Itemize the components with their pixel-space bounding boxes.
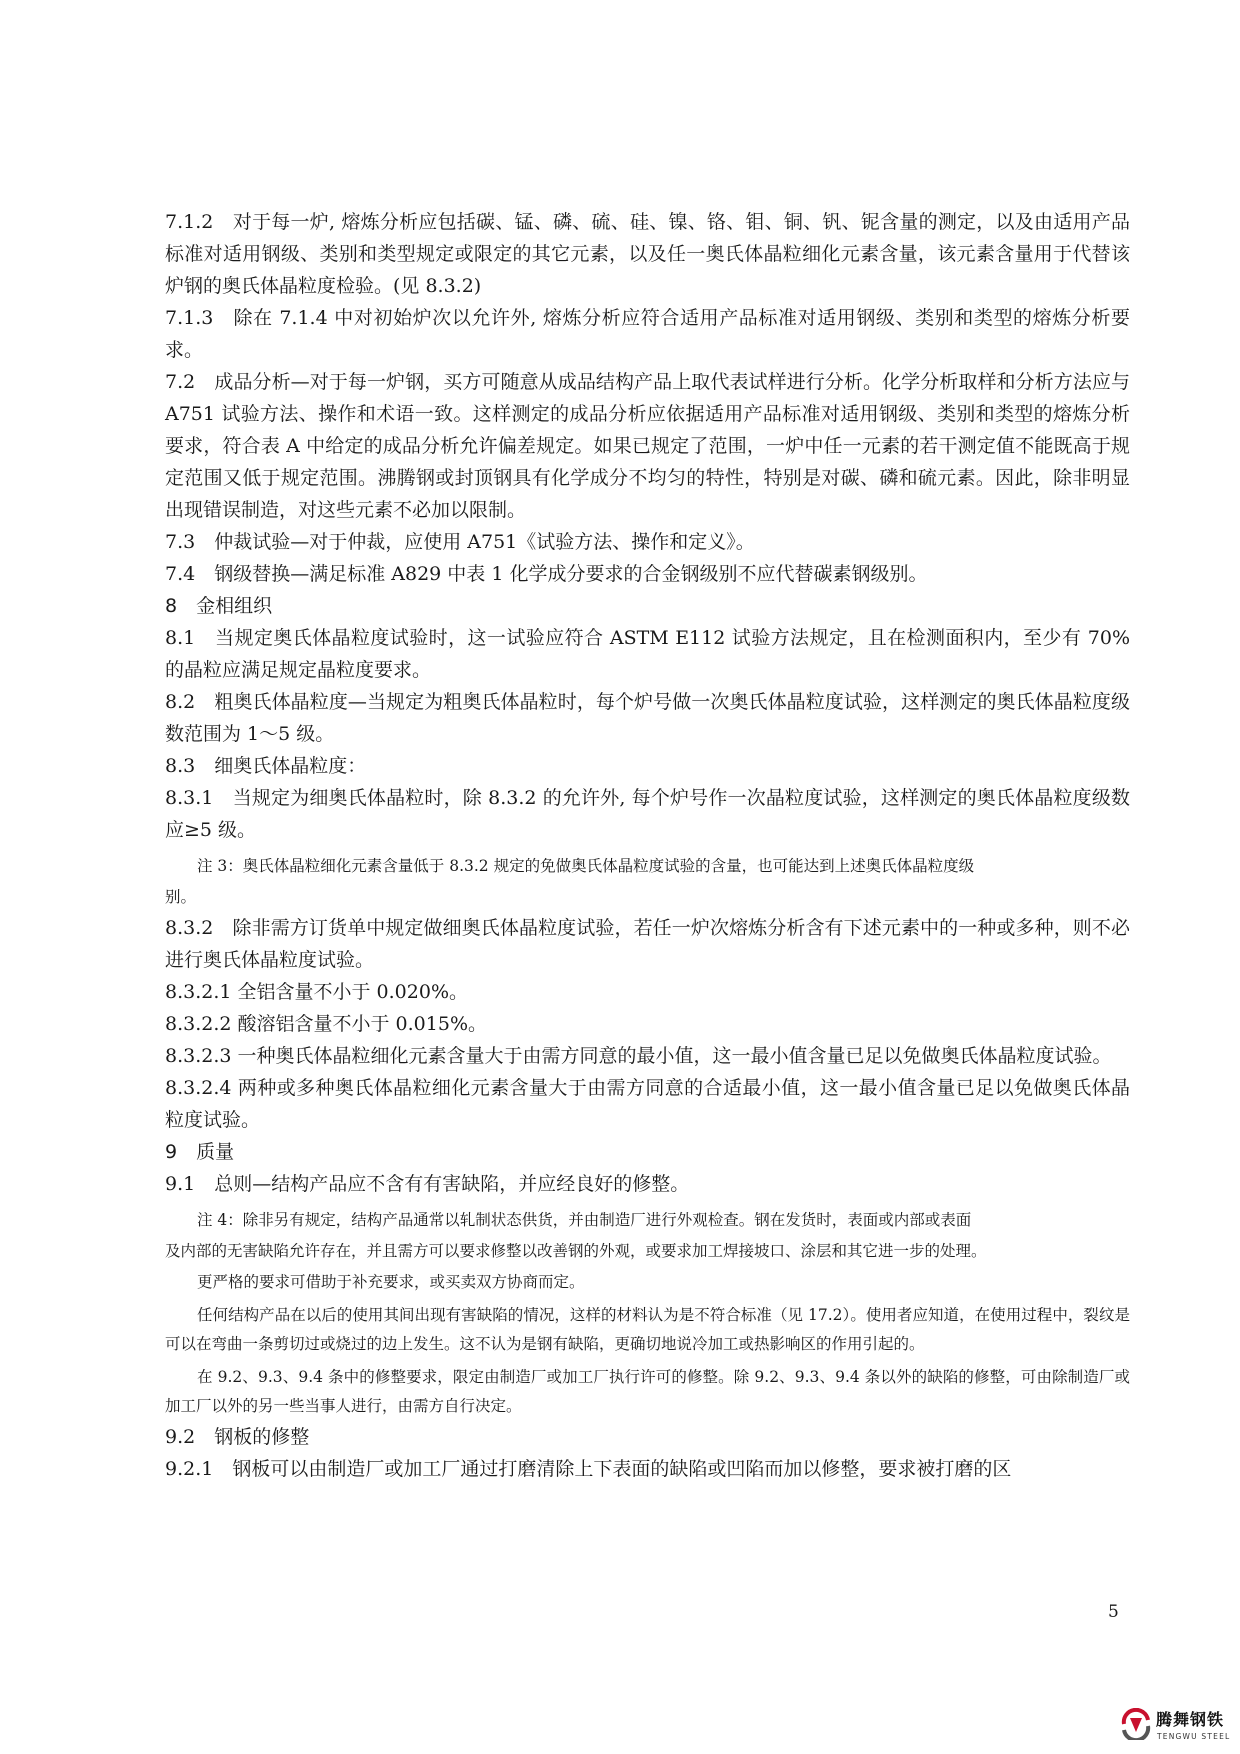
note-paragraph: 注 3：奥氏体晶粒细化元素含量低于 8.3.2 规定的免做奥氏体晶粒度试验的含量，也可能达到上述奥氏体晶粒度级 (197, 857, 975, 875)
clause-paragraph: 8.3 细奥氏体晶粒度： (165, 755, 367, 777)
tengwu-logo-icon (1120, 1708, 1152, 1740)
clause-paragraph: 7.3 仲裁试验—对于仲裁，应使用 A751《试验方法、操作和定义》。 (165, 531, 755, 553)
logo-name-en: TENGWU STEEL (1157, 1732, 1231, 1741)
clause-paragraph: 8.3.2 除非需方订货单中规定做细奥氏体晶粒度试验，若任一炉次熔炼分析含有下述元素中的一种或多种，则不必进行奥氏体晶粒度试验。 (165, 917, 1130, 971)
clause-paragraph: 8.1 当规定奥氏体晶粒度试验时，这一试验应符合 ASTM E112 试验方法规定，且在检测面积内，至少有 70%的晶粒应满足规定晶粒度要求。 (165, 627, 1130, 681)
note-continuation: 别。 (165, 888, 197, 906)
brand-logo (1120, 1708, 1232, 1748)
clause-paragraph: 8.3.2.4 两种或多种奥氏体晶粒细化元素含量大于由需方同意的合适最小值，这一最小值含量已足以免做奥氏体晶粒度试验。 (165, 1077, 1130, 1131)
logo-name-cn: 腾舞钢铁 (1156, 1710, 1225, 1729)
page-number: 5 (1108, 1602, 1119, 1622)
clause-paragraph: 7.1.3 除在 7.1.4 中对初始炉次以允许外, 熔炼分析应符合适用产品标准对适用钢级、类别和类型的熔炼分析要求。 (165, 307, 1130, 361)
clause-paragraph: 8.3.2.2 酸溶铝含量不小于 0.015%。 (165, 1013, 487, 1035)
note-continuation: 及内部的无害缺陷允许存在，并且需方可以要求修整以改善钢的外观，或要求加工焊接坡口、涂层和其它进一步的处理。 (165, 1242, 987, 1260)
clause-paragraph: 8.2 粗奥氏体晶粒度—当规定为粗奥氏体晶粒时，每个炉号做一次奥氏体晶粒度试验，这样测定的奥氏体晶粒度级数范围为 1～5 级。 (165, 691, 1130, 745)
clause-paragraph: 8.3.2.3 一种奥氏体晶粒细化元素含量大于由需方同意的最小值，这一最小值含量已足以免做奥氏体晶粒度试验。 (165, 1045, 1112, 1067)
note-paragraph: 任何结构产品在以后的使用其间出现有害缺陷的情况，这样的材料认为是不符合标准（见 17.2）。使用者应知道，在使用过程中，裂纹是可以在弯曲一条剪切过或烧过的边上发生。这不认为是钢有缺陷，更确切地说冷加工或热影响区的作用引起的。 (165, 1306, 1130, 1353)
clause-paragraph: 7.1.2 对于每一炉, 熔炼分析应包括碳、锰、磷、硫、硅、镍、铬、钼、铜、钒、铌含量的测定，以及由适用产品标准对适用钢级、类别和类型规定或限定的其它元素，以及任一奥氏体晶粒细化元素含量，该元素含量用于代替该炉钢的奥氏体晶粒度检验。(见 8.3.2) (165, 211, 1130, 297)
note-paragraph: 在 9.2、9.3、9.4 条中的修整要求，限定由制造厂或加工厂执行许可的修整。除 9.2、9.3、9.4 条以外的缺陷的修整，可由除制造厂或加工厂以外的另一些当事人进行，由需方自行决定。 (165, 1368, 1130, 1415)
clause-paragraph: 9.1 总则—结构产品应不含有有害缺陷，并应经良好的修整。 (165, 1173, 690, 1195)
clause-paragraph: 7.4 钢级替换—满足标准 A829 中表 1 化学成分要求的合金钢级别不应代替碳素钢级别。 (165, 563, 928, 585)
note-paragraph: 注 4：除非另有规定，结构产品通常以轧制状态供货，并由制造厂进行外观检查。钢在发货时，表面或内部或表面 (197, 1211, 972, 1229)
clause-paragraph: 9.2 钢板的修整 (165, 1426, 310, 1448)
note-paragraph: 更严格的要求可借助于补充要求，或买卖双方协商而定。 (197, 1273, 585, 1291)
document-body (165, 206, 1130, 1485)
clause-paragraph: 8.3.2.1 全铝含量不小于 0.020%。 (165, 981, 468, 1003)
section-heading: 8 金相组织 (165, 595, 273, 617)
section-heading: 9 质量 (165, 1141, 235, 1163)
clause-paragraph: 7.2 成品分析—对于每一炉钢，买方可随意从成品结构产品上取代表试样进行分析。化学分析取样和分析方法应与 A751 试验方法、操作和术语一致。这样测定的成品分析应依据适用产品标准对适用钢级、类别和类型的熔炼分析要求，符合表 A 中给定的成品分析允许偏差规定。如果已规定了范围，一炉中任一元素的若干测定值不能既高于规定范围又低于规定范围。沸腾钢或封顶钢具有化学成分不均匀的特性，特别是对碳、磷和硫元素。因此，除非明显出现错误制造，对这些元素不必加以限制。 (165, 371, 1130, 521)
clause-paragraph: 8.3.1 当规定为细奥氏体晶粒时，除 8.3.2 的允许外, 每个炉号作一次晶粒度试验，这样测定的奥氏体晶粒度级数应≥5 级。 (165, 787, 1130, 841)
clause-paragraph: 9.2.1 钢板可以由制造厂或加工厂通过打磨清除上下表面的缺陷或凹陷而加以修整，要求被打磨的区 (165, 1458, 1012, 1480)
